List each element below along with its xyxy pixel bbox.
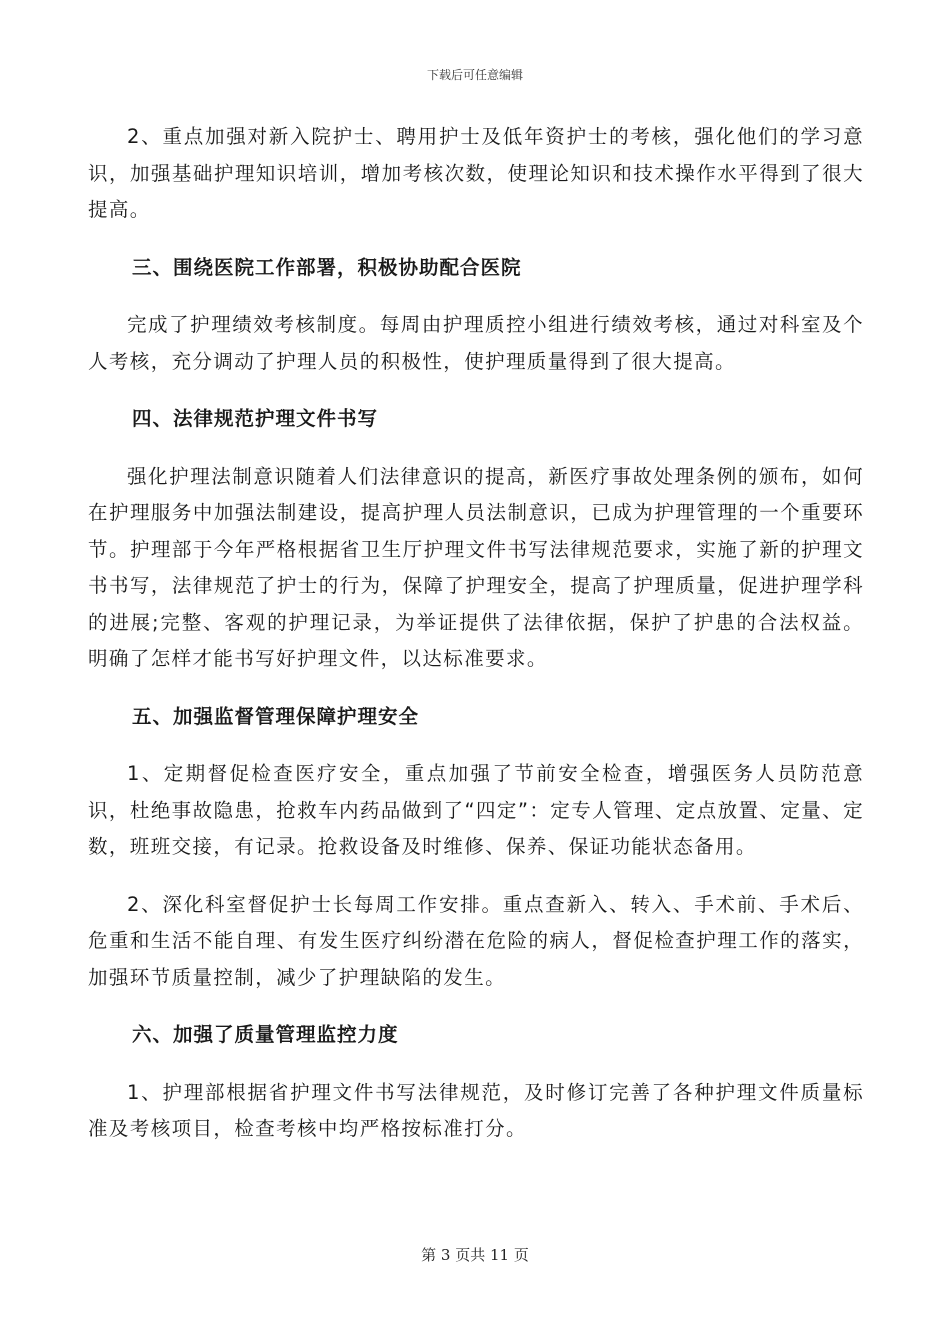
document-body (88, 119, 864, 1169)
paragraph-6: 1、护理部根据省护理文件书写法律规范，及时修订完善了各种护理文件质量标准及考核项目，检查考核中均严格按标准打分。 (88, 1080, 864, 1140)
section-heading-5: 五、加强监督管理保障护理安全 (132, 704, 420, 728)
paragraph-4: 1、定期督促检查医疗安全，重点加强了节前安全检查，增强医务人员防范意识，杜绝事故隐患，抢救车内药品做到了“四定”：定专人管理、定点放置、定量、定数，班班交接，有记录。抢救设备及时维修、保养、保证功能状态备用。 (88, 762, 864, 858)
paragraph-2: 完成了护理绩效考核制度。每周由护理质控小组进行绩效考核，通过对科室及个人考核，充分调动了护理人员的积极性，使护理质量得到了很大提高。 (88, 313, 864, 373)
section-heading-3: 三、围绕医院工作部署，积极协助配合医院 (132, 255, 522, 279)
section-heading-6: 六、加强了质量管理监控力度 (132, 1023, 399, 1046)
section-heading-4: 四、法律规范护理文件书写 (132, 407, 379, 430)
paragraph-5: 2、深化科室督促护士长每周工作安排。重点查新入、转入、手术前、手术后、危重和生活不能自理、有发生医疗纠纷潜在危险的病人，督促检查护理工作的落实，加强环节质量控制，减少了护理缺陷的发生。 (88, 892, 864, 989)
paragraph-1: 2、重点加强对新入院护士、聘用护士及低年资护士的考核，强化他们的学习意识，加强基础护理知识培训，增加考核次数，使理论知识和技术操作水平得到了很大提高。 (88, 125, 864, 221)
page-footer: 第 3 页共 11 页 (421, 1246, 529, 1264)
page-header: 下载后可任意编辑 (426, 68, 523, 82)
paragraph-3: 强化护理法制意识随着人们法律意识的提高，新医疗事故处理条例的颁布，如何在护理服务中加强法制建设，提高护理人员法制意识，已成为护理管理的一个重要环节。护理部于今年严格根据省卫生厅护理文件书写法律规范要求，实施了新的护理文书书写，法律规范了护士的行为，保障了护理安全，提高了护理质量，促进护理学科的进展;完整、客观的护理记录，为举证提供了法律依据，保护了护患的合法权益。明确了怎样才能书写好护理文件，以达标准要求。 (88, 464, 864, 670)
